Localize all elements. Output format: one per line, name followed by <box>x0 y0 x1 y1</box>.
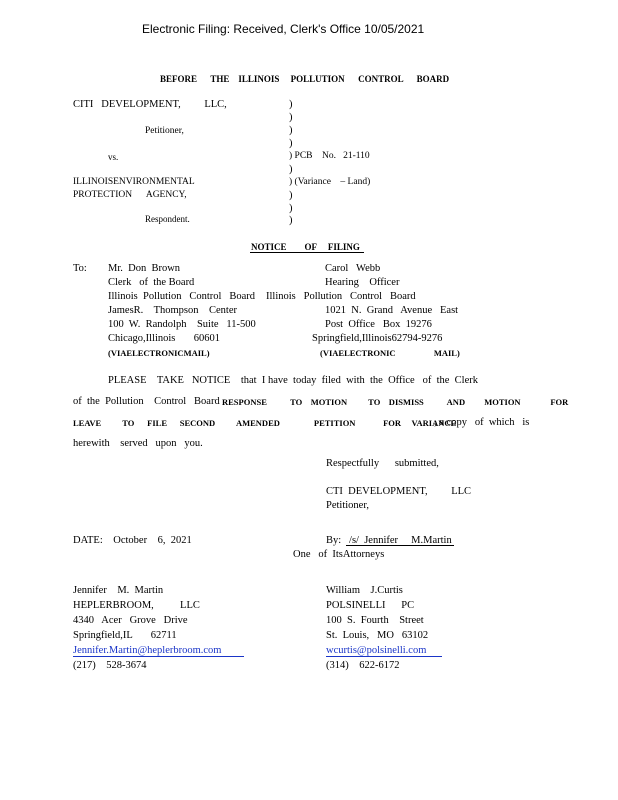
board-heading: BEFORE THE ILLINOIS POLLUTION CONTROL BOARD <box>160 74 450 84</box>
recipient-left-line: Clerk of the Board <box>108 277 195 288</box>
notice-title: NOTICE OF FILING <box>251 242 360 252</box>
recipient-left-line: Illinois Pollution Control Board <box>108 291 256 302</box>
petitioner-name: CITI DEVELOPMENT, LLC, <box>73 99 227 110</box>
signature-attorney-of: One of ItsAttorneys <box>293 549 385 560</box>
notice-body-document-title: RESPONSE TO MOTION TO DISMISS AND MOTION FOR <box>222 397 569 407</box>
attorney-left-firm: HEPLERBROOM, LLC <box>73 600 200 611</box>
notice-title-underline <box>250 252 364 253</box>
recipient-left-line: Chicago,Illinois 60601 <box>108 333 220 344</box>
respondent-name-line2: PROTECTION AGENCY, <box>73 190 187 200</box>
attorney-right-email-underline <box>326 656 442 657</box>
attorney-right-city: St. Louis, MO 63102 <box>326 630 429 641</box>
caption-paren: ) <box>289 190 293 201</box>
respondent-role: Respondent. <box>145 214 190 224</box>
notice-body-document-title: LEAVE TO FILE SECOND AMENDED PETITION FOR VARIANCE <box>73 418 457 428</box>
caption-paren: ) <box>289 203 293 214</box>
recipient-right-delivery: (VIAELECTRONIC MAIL) <box>320 348 460 358</box>
filing-stamp: Electronic Filing: Received, Clerk's Office 10/05/2021 <box>142 22 425 36</box>
notice-body-line: of the Pollution Control Board <box>73 396 220 407</box>
closing-role: Petitioner, <box>326 500 370 511</box>
attorney-left-email-link[interactable]: Jennifer.Martin@heplerbroom.com <box>73 645 222 656</box>
recipient-right-line: Springfield,Illinois62794-9276 <box>312 333 443 344</box>
attorney-right-street: 100 S. Fourth Street <box>326 615 424 626</box>
notice-body-line: herewith served upon you. <box>73 438 203 449</box>
attorney-left-email-underline <box>73 656 244 657</box>
attorney-left-city: Springfield,IL 62711 <box>73 630 177 641</box>
to-label: To: <box>73 263 87 274</box>
recipient-right-line: Illinois Pollution Control Board <box>266 291 416 302</box>
attorney-left-street: 4340 Acer Grove Drive <box>73 615 188 626</box>
caption-paren: ) <box>289 215 293 226</box>
closing-company: CTI DEVELOPMENT, LLC <box>326 486 472 497</box>
recipient-right-line: Carol Webb <box>325 263 381 274</box>
attorney-left-phone: (217) 528-3674 <box>73 660 147 671</box>
recipient-left-line: Mr. Don Brown <box>108 263 181 274</box>
attorney-right-phone: (314) 622-6172 <box>326 660 400 671</box>
caption-paren: ) <box>289 138 293 149</box>
signature-line: By: /s/ Jennifer M.Martin <box>326 535 452 546</box>
recipient-right-line: Hearing Officer <box>325 277 400 288</box>
closing-respectfully: Respectfully submitted, <box>326 458 439 469</box>
versus-label: vs. <box>108 152 119 162</box>
caption-paren: ) <box>289 125 293 136</box>
signature-underline <box>346 545 454 546</box>
recipient-left-line: 100 W. Randolph Suite 11-500 <box>108 319 256 330</box>
recipient-left-delivery: (VIAELECTRONICMAIL) <box>108 348 210 358</box>
recipient-left-line: JamesR. Thompson Center <box>108 305 238 316</box>
notice-body-line: PLEASE TAKE NOTICE that I have today filed with the Office of the Clerk <box>108 375 478 386</box>
caption-paren: ) <box>289 112 293 123</box>
caption-paren: ) <box>289 164 293 175</box>
attorney-left-name: Jennifer M. Martin <box>73 585 164 596</box>
attorney-right-email-link[interactable]: wcurtis@polsinelli.com <box>326 645 427 656</box>
case-number: ) PCB No. 21-110 <box>289 151 370 161</box>
case-type: ) (Variance – Land) <box>289 177 371 187</box>
petitioner-role: Petitioner, <box>145 126 184 136</box>
attorney-right-name: William J.Curtis <box>326 585 403 596</box>
notice-body-line: , a copy of which is <box>434 417 530 428</box>
recipient-right-line: Post Office Box 19276 <box>325 319 432 330</box>
attorney-right-firm: POLSINELLI PC <box>326 600 415 611</box>
caption-paren: ) <box>289 99 293 110</box>
recipient-right-line: 1021 N. Grand Avenue East <box>325 305 459 316</box>
respondent-name-line1: ILLINOISENVIRONMENTAL <box>73 177 195 187</box>
date-line: DATE: October 6, 2021 <box>73 535 192 546</box>
